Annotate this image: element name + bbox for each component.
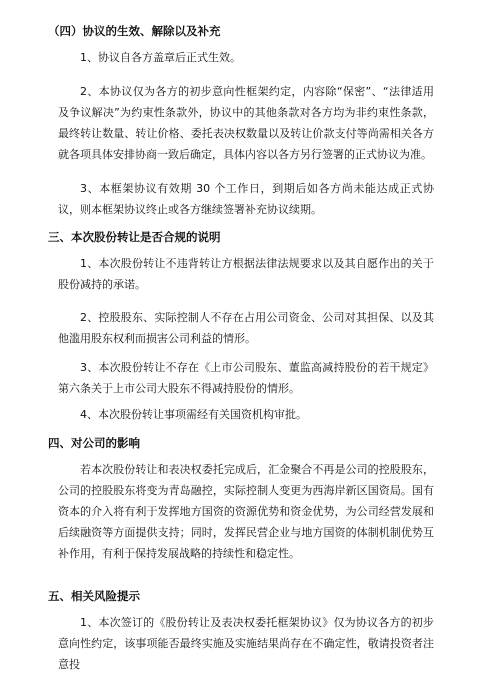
paragraph-company-impact: 若本次股份转让和表决权委托完成后，汇金聚合不再是公司的控股股东，公司的控股股东将变为青岛融控，实际控制人变更为西海岸新区国资局。国有资本的介入将有利于发挥地方国资的资源优势和资金优势，为公司经营发展和后续融资等方面提供支持；同时，发挥民营企业与地方国资的体制机制优势互补作用，有利于保持发展战略的持续性和稳定性。 (58, 463, 434, 560)
paragraph-compliance-commitment: 1、本次股份转让不违背转让方根据法律法规要求以及其自愿作出的关于股份减持的承诺。 (58, 257, 434, 291)
paragraph-validity-period: 3、本框架协议有效期 30 个工作日，到期后如各方尚未能达成正式协议，则本框架协议终止或各方继续签署补充协议续期。 (58, 182, 434, 216)
paragraph-reduction-rules: 3、本次股份转让不存在《上市公司股东、董监高减持股份的若干规定》第六条关于上市公司大股东不得减持股份的情形。 (58, 361, 434, 395)
paragraph-non-binding-terms: 2、本协议仅为各方的初步意向性框架约定，内容除“保密”、“法律适用及争议解决”为约束性条款外，协议中的其他条款对各方均为非约束性条款，最终转让数量、转让价格、委托表决权数量以及转让价款支付等尚需相关各方就各项具体安排协商一致后确定，具体内容以各方另行签署的正式协议为准。 (58, 85, 434, 161)
paragraph-approval-required: 4、本次股份转让事项需经有关国资机构审批。 (80, 408, 307, 421)
paragraph-no-fund-occupation: 2、控股股东、实际控制人不存在占用公司资金、公司对其担保、以及其他滥用股东权利而损害公司利益的情形。 (58, 311, 434, 345)
section-heading-compliance: 三、本次股份转让是否合规的说明 (48, 230, 221, 244)
section-heading-risk-notice: 五、相关风险提示 (48, 589, 140, 603)
section-heading-agreement-effectiveness: （四）协议的生效、解除以及补充 (48, 24, 221, 38)
paragraph-risk-notice: 1、本次签订的《股份转让及表决权委托框架协议》仅为协议各方的初步意向性约定，该事项能否最终实施及实施结果尚存在不确定性，敬请投资者注意投 (58, 616, 434, 671)
section-heading-company-impact: 四、对公司的影响 (48, 436, 140, 450)
paragraph-agreement-effective: 1、协议自各方盖章后正式生效。 (80, 51, 241, 64)
